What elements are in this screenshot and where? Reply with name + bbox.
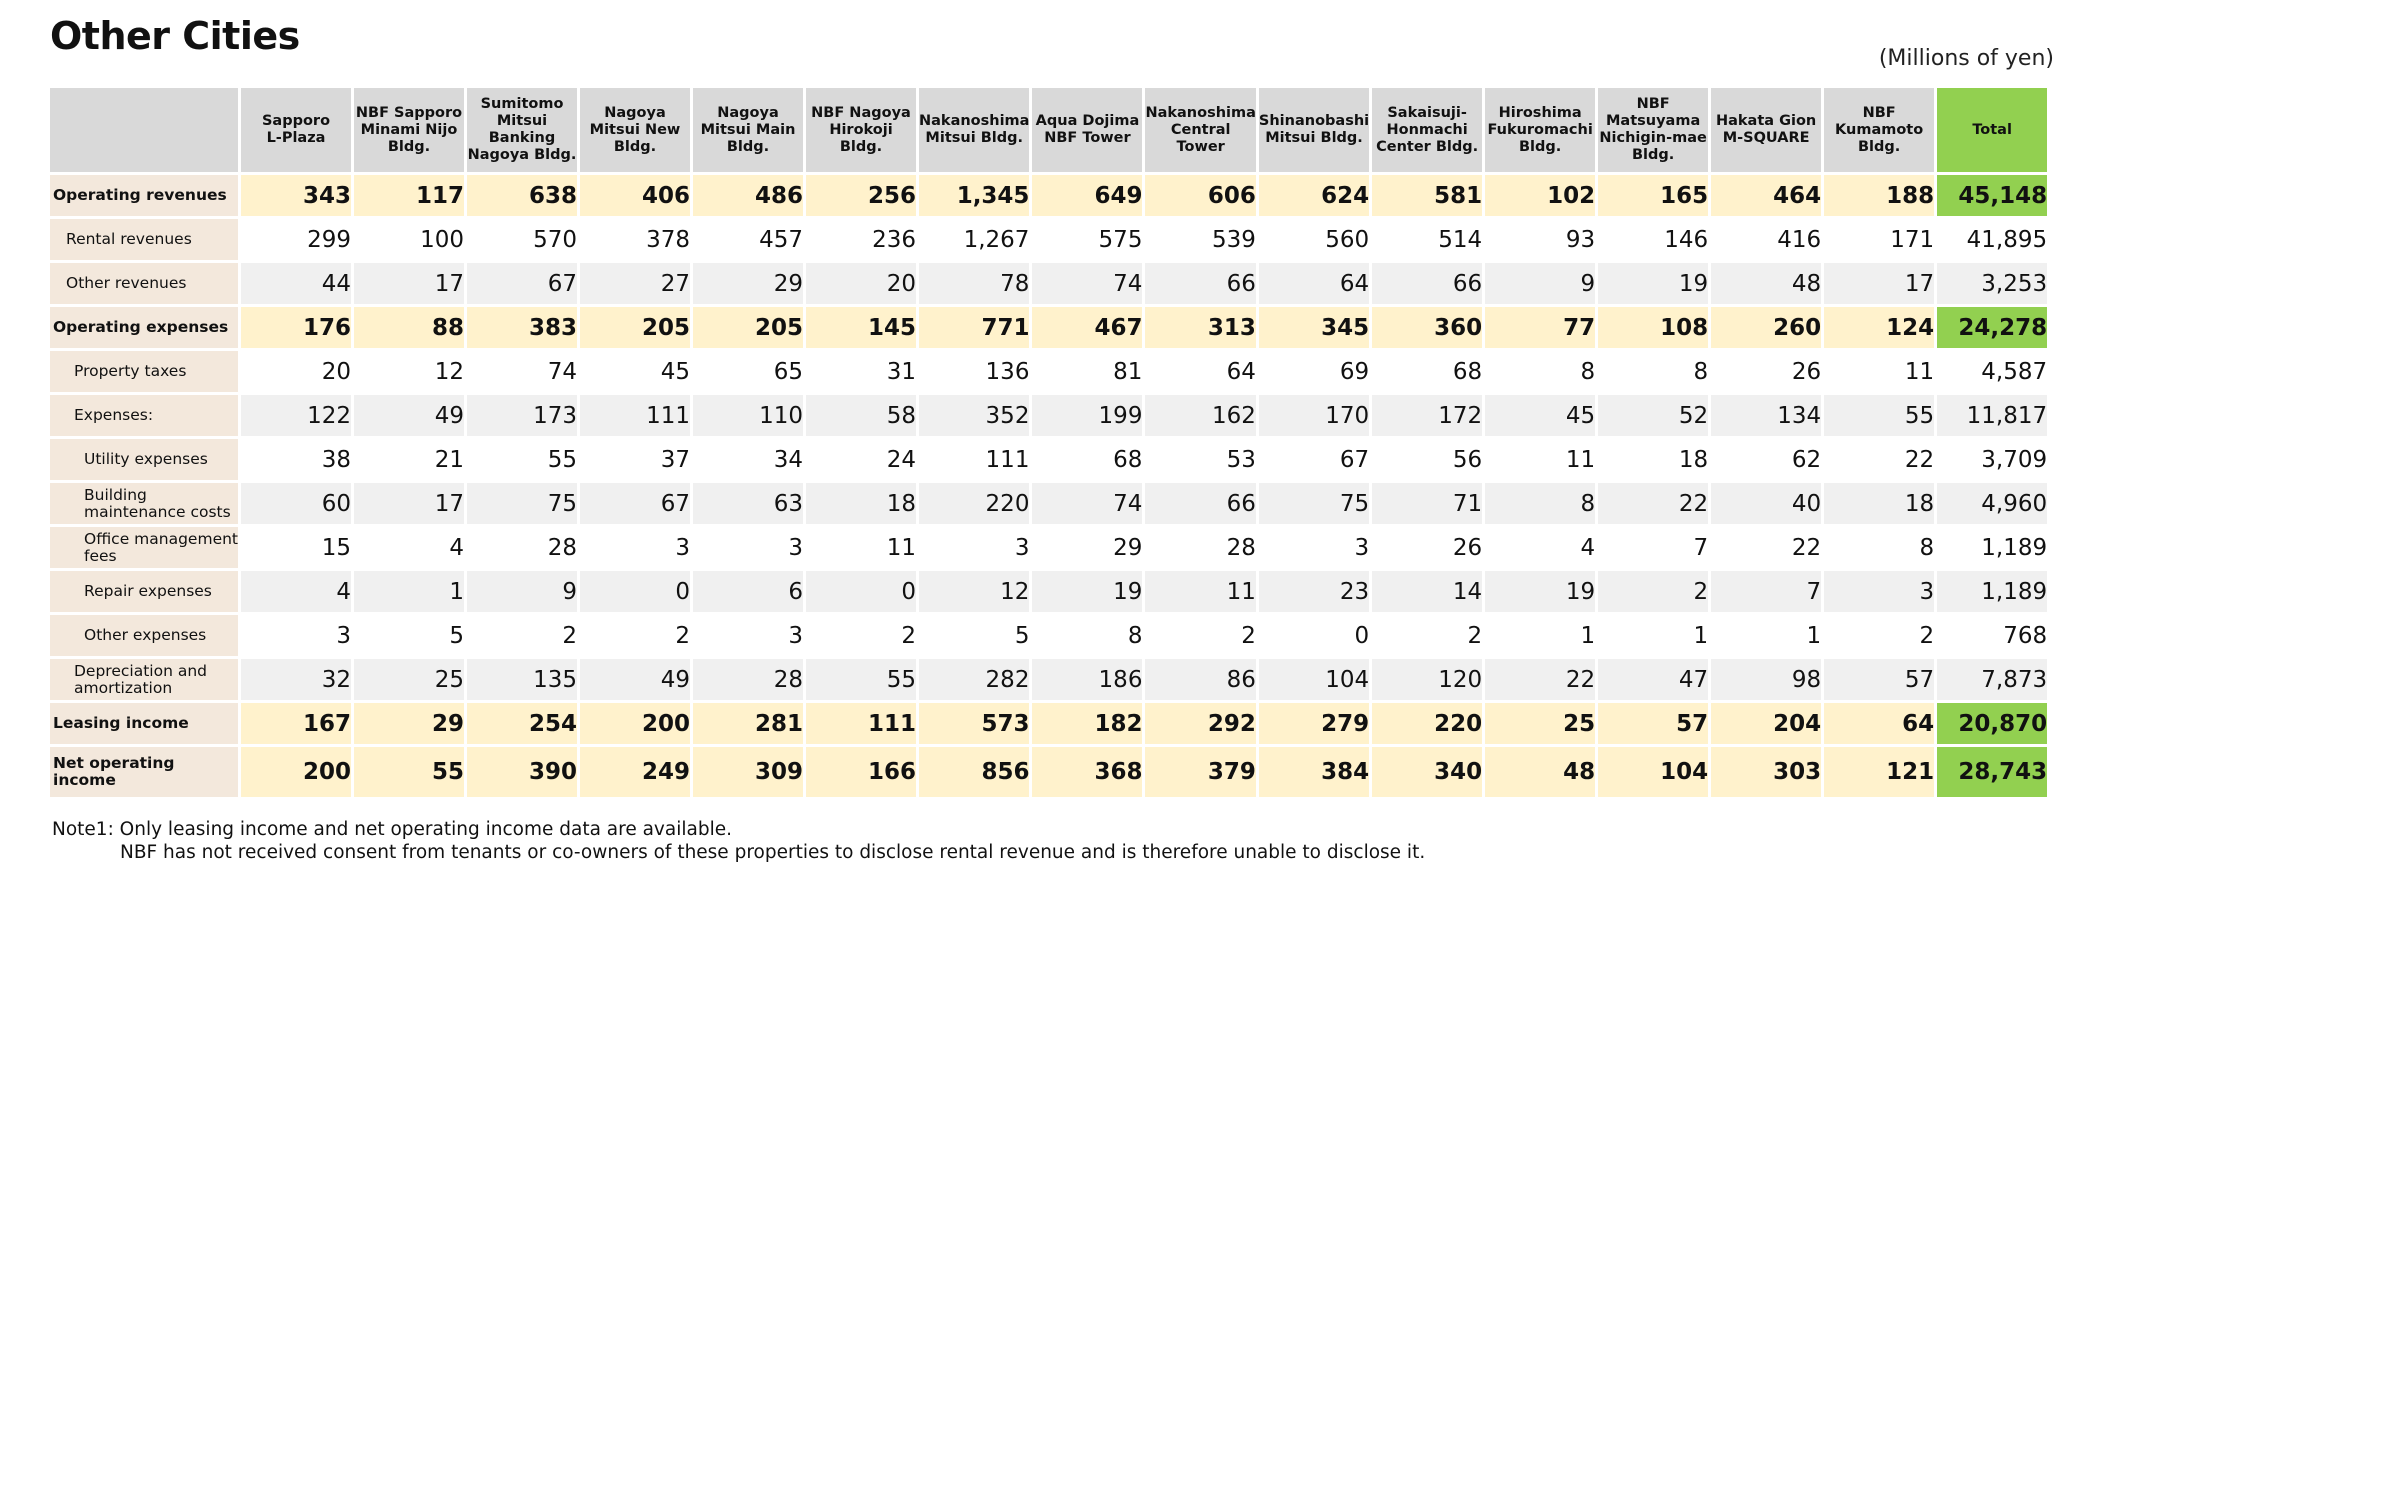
value-cell: 771 bbox=[919, 307, 1029, 348]
column-header: Aqua Dojima NBF Tower bbox=[1032, 88, 1142, 172]
value-cell: 38 bbox=[241, 439, 351, 480]
value-cell: 573 bbox=[919, 703, 1029, 744]
row-label: Property taxes bbox=[50, 351, 238, 392]
table-row bbox=[50, 263, 2047, 304]
total-cell: 28,743 bbox=[1937, 747, 2047, 797]
value-cell: 78 bbox=[919, 263, 1029, 304]
value-cell: 8 bbox=[1598, 351, 1708, 392]
financial-table bbox=[47, 85, 2050, 800]
value-cell: 18 bbox=[806, 483, 916, 524]
table-row bbox=[50, 747, 2047, 797]
value-cell: 0 bbox=[806, 571, 916, 612]
value-cell: 560 bbox=[1259, 219, 1369, 260]
value-cell: 303 bbox=[1711, 747, 1821, 797]
total-cell: 11,817 bbox=[1937, 395, 2047, 436]
column-header-total: Total bbox=[1937, 88, 2047, 172]
value-cell: 45 bbox=[1485, 395, 1595, 436]
value-cell: 28 bbox=[1145, 527, 1255, 568]
value-cell: 93 bbox=[1485, 219, 1595, 260]
table-row bbox=[50, 307, 2047, 348]
value-cell: 88 bbox=[354, 307, 464, 348]
value-cell: 47 bbox=[1598, 659, 1708, 700]
value-cell: 6 bbox=[693, 571, 803, 612]
value-cell: 368 bbox=[1032, 747, 1142, 797]
value-cell: 102 bbox=[1485, 175, 1595, 216]
value-cell: 200 bbox=[580, 703, 690, 744]
value-cell: 55 bbox=[806, 659, 916, 700]
value-cell: 340 bbox=[1372, 747, 1482, 797]
total-cell: 7,873 bbox=[1937, 659, 2047, 700]
table-row bbox=[50, 395, 2047, 436]
table-row bbox=[50, 439, 2047, 480]
value-cell: 104 bbox=[1598, 747, 1708, 797]
value-cell: 5 bbox=[919, 615, 1029, 656]
value-cell: 360 bbox=[1372, 307, 1482, 348]
value-cell: 64 bbox=[1824, 703, 1934, 744]
value-cell: 2 bbox=[806, 615, 916, 656]
value-cell: 53 bbox=[1145, 439, 1255, 480]
column-header: Hakata Gion M-SQUARE bbox=[1711, 88, 1821, 172]
value-cell: 345 bbox=[1259, 307, 1369, 348]
value-cell: 188 bbox=[1824, 175, 1934, 216]
value-cell: 64 bbox=[1259, 263, 1369, 304]
total-cell: 20,870 bbox=[1937, 703, 2047, 744]
table-body bbox=[50, 175, 2047, 797]
row-label: Expenses: bbox=[50, 395, 238, 436]
value-cell: 165 bbox=[1598, 175, 1708, 216]
header-row bbox=[50, 88, 2047, 172]
value-cell: 281 bbox=[693, 703, 803, 744]
value-cell: 17 bbox=[354, 263, 464, 304]
table-row bbox=[50, 351, 2047, 392]
value-cell: 19 bbox=[1485, 571, 1595, 612]
value-cell: 22 bbox=[1824, 439, 1934, 480]
row-label: Net operating income bbox=[50, 747, 238, 797]
value-cell: 57 bbox=[1824, 659, 1934, 700]
value-cell: 19 bbox=[1032, 571, 1142, 612]
value-cell: 3 bbox=[693, 527, 803, 568]
value-cell: 25 bbox=[354, 659, 464, 700]
value-cell: 121 bbox=[1824, 747, 1934, 797]
value-cell: 57 bbox=[1598, 703, 1708, 744]
table-row bbox=[50, 483, 2047, 524]
value-cell: 63 bbox=[693, 483, 803, 524]
value-cell: 570 bbox=[467, 219, 577, 260]
value-cell: 110 bbox=[693, 395, 803, 436]
value-cell: 249 bbox=[580, 747, 690, 797]
value-cell: 26 bbox=[1711, 351, 1821, 392]
value-cell: 539 bbox=[1145, 219, 1255, 260]
value-cell: 204 bbox=[1711, 703, 1821, 744]
value-cell: 18 bbox=[1824, 483, 1934, 524]
total-cell: 1,189 bbox=[1937, 571, 2047, 612]
total-cell: 4,587 bbox=[1937, 351, 2047, 392]
value-cell: 856 bbox=[919, 747, 1029, 797]
value-cell: 136 bbox=[919, 351, 1029, 392]
value-cell: 3 bbox=[580, 527, 690, 568]
value-cell: 3 bbox=[1824, 571, 1934, 612]
value-cell: 11 bbox=[1145, 571, 1255, 612]
value-cell: 1,267 bbox=[919, 219, 1029, 260]
value-cell: 1 bbox=[1485, 615, 1595, 656]
value-cell: 309 bbox=[693, 747, 803, 797]
column-header: Nagoya Mitsui Main Bldg. bbox=[693, 88, 803, 172]
row-label: Utility expenses bbox=[50, 439, 238, 480]
value-cell: 49 bbox=[354, 395, 464, 436]
value-cell: 40 bbox=[1711, 483, 1821, 524]
corner-cell bbox=[50, 88, 238, 172]
row-label: Building maintenance costs bbox=[50, 483, 238, 524]
value-cell: 11 bbox=[806, 527, 916, 568]
value-cell: 457 bbox=[693, 219, 803, 260]
value-cell: 77 bbox=[1485, 307, 1595, 348]
row-label: Other revenues bbox=[50, 263, 238, 304]
value-cell: 44 bbox=[241, 263, 351, 304]
value-cell: 22 bbox=[1711, 527, 1821, 568]
total-cell: 1,189 bbox=[1937, 527, 2047, 568]
row-label: Other expenses bbox=[50, 615, 238, 656]
value-cell: 170 bbox=[1259, 395, 1369, 436]
value-cell: 45 bbox=[580, 351, 690, 392]
value-cell: 9 bbox=[1485, 263, 1595, 304]
value-cell: 3 bbox=[919, 527, 1029, 568]
value-cell: 2 bbox=[580, 615, 690, 656]
value-cell: 343 bbox=[241, 175, 351, 216]
value-cell: 135 bbox=[467, 659, 577, 700]
value-cell: 28 bbox=[467, 527, 577, 568]
value-cell: 134 bbox=[1711, 395, 1821, 436]
column-header: Hiroshima Fukuromachi Bldg. bbox=[1485, 88, 1595, 172]
value-cell: 0 bbox=[580, 571, 690, 612]
total-cell: 45,148 bbox=[1937, 175, 2047, 216]
value-cell: 55 bbox=[354, 747, 464, 797]
table-row bbox=[50, 527, 2047, 568]
value-cell: 49 bbox=[580, 659, 690, 700]
column-header: Sakaisuji- Honmachi Center Bldg. bbox=[1372, 88, 1482, 172]
value-cell: 22 bbox=[1485, 659, 1595, 700]
row-label: Leasing income bbox=[50, 703, 238, 744]
value-cell: 606 bbox=[1145, 175, 1255, 216]
value-cell: 638 bbox=[467, 175, 577, 216]
value-cell: 186 bbox=[1032, 659, 1142, 700]
value-cell: 100 bbox=[354, 219, 464, 260]
value-cell: 378 bbox=[580, 219, 690, 260]
value-cell: 2 bbox=[1145, 615, 1255, 656]
value-cell: 2 bbox=[1824, 615, 1934, 656]
value-cell: 66 bbox=[1145, 263, 1255, 304]
value-cell: 260 bbox=[1711, 307, 1821, 348]
row-label: Rental revenues bbox=[50, 219, 238, 260]
value-cell: 104 bbox=[1259, 659, 1369, 700]
value-cell: 62 bbox=[1711, 439, 1821, 480]
value-cell: 48 bbox=[1485, 747, 1595, 797]
value-cell: 26 bbox=[1372, 527, 1482, 568]
value-cell: 292 bbox=[1145, 703, 1255, 744]
value-cell: 383 bbox=[467, 307, 577, 348]
value-cell: 8 bbox=[1824, 527, 1934, 568]
value-cell: 11 bbox=[1824, 351, 1934, 392]
value-cell: 66 bbox=[1372, 263, 1482, 304]
value-cell: 124 bbox=[1824, 307, 1934, 348]
value-cell: 1 bbox=[1711, 615, 1821, 656]
value-cell: 11 bbox=[1485, 439, 1595, 480]
value-cell: 66 bbox=[1145, 483, 1255, 524]
total-cell: 3,709 bbox=[1937, 439, 2047, 480]
column-header: NBF Kumamoto Bldg. bbox=[1824, 88, 1934, 172]
column-header: Nagoya Mitsui New Bldg. bbox=[580, 88, 690, 172]
value-cell: 68 bbox=[1032, 439, 1142, 480]
value-cell: 24 bbox=[806, 439, 916, 480]
value-cell: 74 bbox=[1032, 263, 1142, 304]
total-cell: 4,960 bbox=[1937, 483, 2047, 524]
value-cell: 467 bbox=[1032, 307, 1142, 348]
value-cell: 649 bbox=[1032, 175, 1142, 216]
value-cell: 12 bbox=[919, 571, 1029, 612]
row-label: Operating revenues bbox=[50, 175, 238, 216]
value-cell: 220 bbox=[1372, 703, 1482, 744]
value-cell: 171 bbox=[1824, 219, 1934, 260]
column-header: Shinanobashi Mitsui Bldg. bbox=[1259, 88, 1369, 172]
value-cell: 3 bbox=[1259, 527, 1369, 568]
value-cell: 9 bbox=[467, 571, 577, 612]
row-label: Operating expenses bbox=[50, 307, 238, 348]
column-header: NBF Nagoya Hirokoji Bldg. bbox=[806, 88, 916, 172]
value-cell: 313 bbox=[1145, 307, 1255, 348]
value-cell: 167 bbox=[241, 703, 351, 744]
value-cell: 67 bbox=[467, 263, 577, 304]
value-cell: 48 bbox=[1711, 263, 1821, 304]
value-cell: 75 bbox=[467, 483, 577, 524]
value-cell: 34 bbox=[693, 439, 803, 480]
value-cell: 166 bbox=[806, 747, 916, 797]
unit-label: (Millions of yen) bbox=[1878, 46, 2054, 71]
value-cell: 205 bbox=[580, 307, 690, 348]
value-cell: 81 bbox=[1032, 351, 1142, 392]
value-cell: 4 bbox=[1485, 527, 1595, 568]
row-label: Depreciation and amortization bbox=[50, 659, 238, 700]
value-cell: 32 bbox=[241, 659, 351, 700]
value-cell: 120 bbox=[1372, 659, 1482, 700]
value-cell: 17 bbox=[354, 483, 464, 524]
value-cell: 75 bbox=[1259, 483, 1369, 524]
column-header: Nakanoshima Central Tower bbox=[1145, 88, 1255, 172]
value-cell: 111 bbox=[806, 703, 916, 744]
value-cell: 282 bbox=[919, 659, 1029, 700]
table-row bbox=[50, 219, 2047, 260]
page-title: Other Cities bbox=[50, 14, 300, 58]
value-cell: 12 bbox=[354, 351, 464, 392]
value-cell: 27 bbox=[580, 263, 690, 304]
value-cell: 0 bbox=[1259, 615, 1369, 656]
value-cell: 172 bbox=[1372, 395, 1482, 436]
value-cell: 122 bbox=[241, 395, 351, 436]
table-row bbox=[50, 175, 2047, 216]
value-cell: 14 bbox=[1372, 571, 1482, 612]
value-cell: 1 bbox=[1598, 615, 1708, 656]
value-cell: 74 bbox=[1032, 483, 1142, 524]
value-cell: 4 bbox=[241, 571, 351, 612]
value-cell: 29 bbox=[1032, 527, 1142, 568]
value-cell: 5 bbox=[354, 615, 464, 656]
value-cell: 220 bbox=[919, 483, 1029, 524]
value-cell: 7 bbox=[1598, 527, 1708, 568]
value-cell: 146 bbox=[1598, 219, 1708, 260]
value-cell: 65 bbox=[693, 351, 803, 392]
value-cell: 514 bbox=[1372, 219, 1482, 260]
value-cell: 69 bbox=[1259, 351, 1369, 392]
value-cell: 58 bbox=[806, 395, 916, 436]
value-cell: 18 bbox=[1598, 439, 1708, 480]
value-cell: 3 bbox=[241, 615, 351, 656]
value-cell: 352 bbox=[919, 395, 1029, 436]
value-cell: 67 bbox=[1259, 439, 1369, 480]
value-cell: 8 bbox=[1485, 483, 1595, 524]
value-cell: 19 bbox=[1598, 263, 1708, 304]
value-cell: 29 bbox=[693, 263, 803, 304]
value-cell: 624 bbox=[1259, 175, 1369, 216]
value-cell: 8 bbox=[1032, 615, 1142, 656]
value-cell: 60 bbox=[241, 483, 351, 524]
table-row bbox=[50, 615, 2047, 656]
value-cell: 108 bbox=[1598, 307, 1708, 348]
value-cell: 37 bbox=[580, 439, 690, 480]
table-row bbox=[50, 703, 2047, 744]
value-cell: 111 bbox=[580, 395, 690, 436]
value-cell: 256 bbox=[806, 175, 916, 216]
value-cell: 56 bbox=[1372, 439, 1482, 480]
value-cell: 74 bbox=[467, 351, 577, 392]
value-cell: 21 bbox=[354, 439, 464, 480]
note-line-1: Note1: Only leasing income and net operating income data are available. bbox=[52, 819, 732, 840]
value-cell: 3 bbox=[693, 615, 803, 656]
value-cell: 2 bbox=[1598, 571, 1708, 612]
notes bbox=[52, 818, 1425, 864]
value-cell: 98 bbox=[1711, 659, 1821, 700]
value-cell: 1 bbox=[354, 571, 464, 612]
value-cell: 486 bbox=[693, 175, 803, 216]
value-cell: 2 bbox=[1372, 615, 1482, 656]
value-cell: 384 bbox=[1259, 747, 1369, 797]
value-cell: 68 bbox=[1372, 351, 1482, 392]
note-line-2: NBF has not received consent from tenants or co-owners of these properties to disclose rental revenue and is therefore unable to disclose it. bbox=[120, 842, 1426, 863]
value-cell: 575 bbox=[1032, 219, 1142, 260]
value-cell: 236 bbox=[806, 219, 916, 260]
total-cell: 41,895 bbox=[1937, 219, 2047, 260]
value-cell: 22 bbox=[1598, 483, 1708, 524]
value-cell: 7 bbox=[1711, 571, 1821, 612]
value-cell: 2 bbox=[467, 615, 577, 656]
value-cell: 416 bbox=[1711, 219, 1821, 260]
row-label: Repair expenses bbox=[50, 571, 238, 612]
value-cell: 20 bbox=[806, 263, 916, 304]
value-cell: 111 bbox=[919, 439, 1029, 480]
value-cell: 71 bbox=[1372, 483, 1482, 524]
total-cell: 3,253 bbox=[1937, 263, 2047, 304]
value-cell: 28 bbox=[693, 659, 803, 700]
value-cell: 162 bbox=[1145, 395, 1255, 436]
value-cell: 581 bbox=[1372, 175, 1482, 216]
value-cell: 52 bbox=[1598, 395, 1708, 436]
column-header: NBF Matsuyama Nichigin-mae Bldg. bbox=[1598, 88, 1708, 172]
value-cell: 23 bbox=[1259, 571, 1369, 612]
value-cell: 464 bbox=[1711, 175, 1821, 216]
value-cell: 1,345 bbox=[919, 175, 1029, 216]
value-cell: 8 bbox=[1485, 351, 1595, 392]
row-label: Office management fees bbox=[50, 527, 238, 568]
value-cell: 279 bbox=[1259, 703, 1369, 744]
value-cell: 86 bbox=[1145, 659, 1255, 700]
value-cell: 205 bbox=[693, 307, 803, 348]
table-row bbox=[50, 571, 2047, 612]
value-cell: 117 bbox=[354, 175, 464, 216]
value-cell: 379 bbox=[1145, 747, 1255, 797]
value-cell: 173 bbox=[467, 395, 577, 436]
value-cell: 64 bbox=[1145, 351, 1255, 392]
total-cell: 768 bbox=[1937, 615, 2047, 656]
value-cell: 15 bbox=[241, 527, 351, 568]
value-cell: 254 bbox=[467, 703, 577, 744]
value-cell: 17 bbox=[1824, 263, 1934, 304]
value-cell: 182 bbox=[1032, 703, 1142, 744]
value-cell: 4 bbox=[354, 527, 464, 568]
column-header: Sumitomo Mitsui Banking Nagoya Bldg. bbox=[467, 88, 577, 172]
column-header: Nakanoshima Mitsui Bldg. bbox=[919, 88, 1029, 172]
value-cell: 55 bbox=[1824, 395, 1934, 436]
value-cell: 20 bbox=[241, 351, 351, 392]
table-row bbox=[50, 659, 2047, 700]
column-header: NBF Sapporo Minami Nijo Bldg. bbox=[354, 88, 464, 172]
value-cell: 67 bbox=[580, 483, 690, 524]
value-cell: 145 bbox=[806, 307, 916, 348]
value-cell: 299 bbox=[241, 219, 351, 260]
value-cell: 199 bbox=[1032, 395, 1142, 436]
value-cell: 55 bbox=[467, 439, 577, 480]
column-header: Sapporo L-Plaza bbox=[241, 88, 351, 172]
value-cell: 31 bbox=[806, 351, 916, 392]
value-cell: 176 bbox=[241, 307, 351, 348]
value-cell: 25 bbox=[1485, 703, 1595, 744]
total-cell: 24,278 bbox=[1937, 307, 2047, 348]
value-cell: 390 bbox=[467, 747, 577, 797]
value-cell: 406 bbox=[580, 175, 690, 216]
value-cell: 29 bbox=[354, 703, 464, 744]
value-cell: 200 bbox=[241, 747, 351, 797]
